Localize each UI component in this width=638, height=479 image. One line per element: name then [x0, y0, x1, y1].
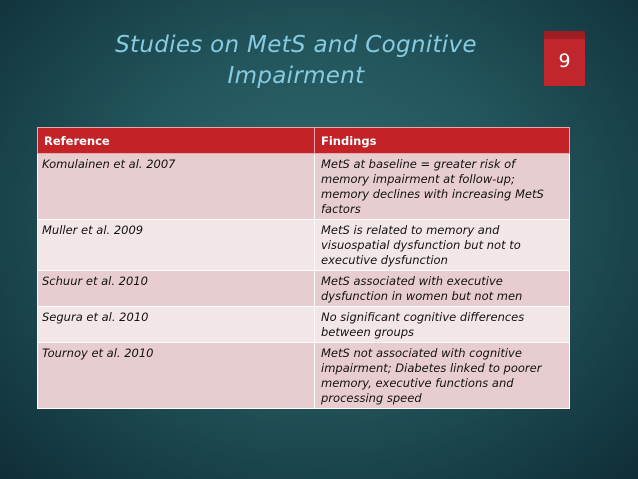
table-row	[38, 220, 570, 271]
table-row	[38, 271, 570, 307]
findings-cell: MetS not associated with cognitive impairment; Diabetes linked to poorer memory, executive functions and processing speed	[315, 343, 570, 409]
table-row	[38, 343, 570, 409]
slide-number-badge: 9	[544, 31, 585, 86]
findings-cell: No significant cognitive differences between groups	[315, 307, 570, 343]
table-row	[38, 154, 570, 220]
reference-cell: Tournoy et al. 2010	[38, 343, 315, 409]
studies-table	[37, 127, 570, 409]
header-findings: Findings	[315, 128, 570, 154]
reference-cell: Komulainen et al. 2007	[38, 154, 315, 220]
reference-cell: Muller et al. 2009	[38, 220, 315, 271]
findings-cell: MetS is related to memory and visuospatial dysfunction but not to executive dysfunction	[315, 220, 570, 271]
reference-cell: Segura et al. 2010	[38, 307, 315, 343]
slide-title: Studies on MetS and Cognitive Impairment	[115, 32, 477, 89]
reference-cell: Schuur et al. 2010	[38, 271, 315, 307]
findings-cell: MetS at baseline = greater risk of memory impairment at follow-up; memory declines with increasing MetS factors	[315, 154, 570, 220]
header-reference: Reference	[38, 128, 315, 154]
findings-cell: MetS associated with executive dysfunction in women but not men	[315, 271, 570, 307]
table-header-row	[38, 128, 570, 154]
table-row	[38, 307, 570, 343]
